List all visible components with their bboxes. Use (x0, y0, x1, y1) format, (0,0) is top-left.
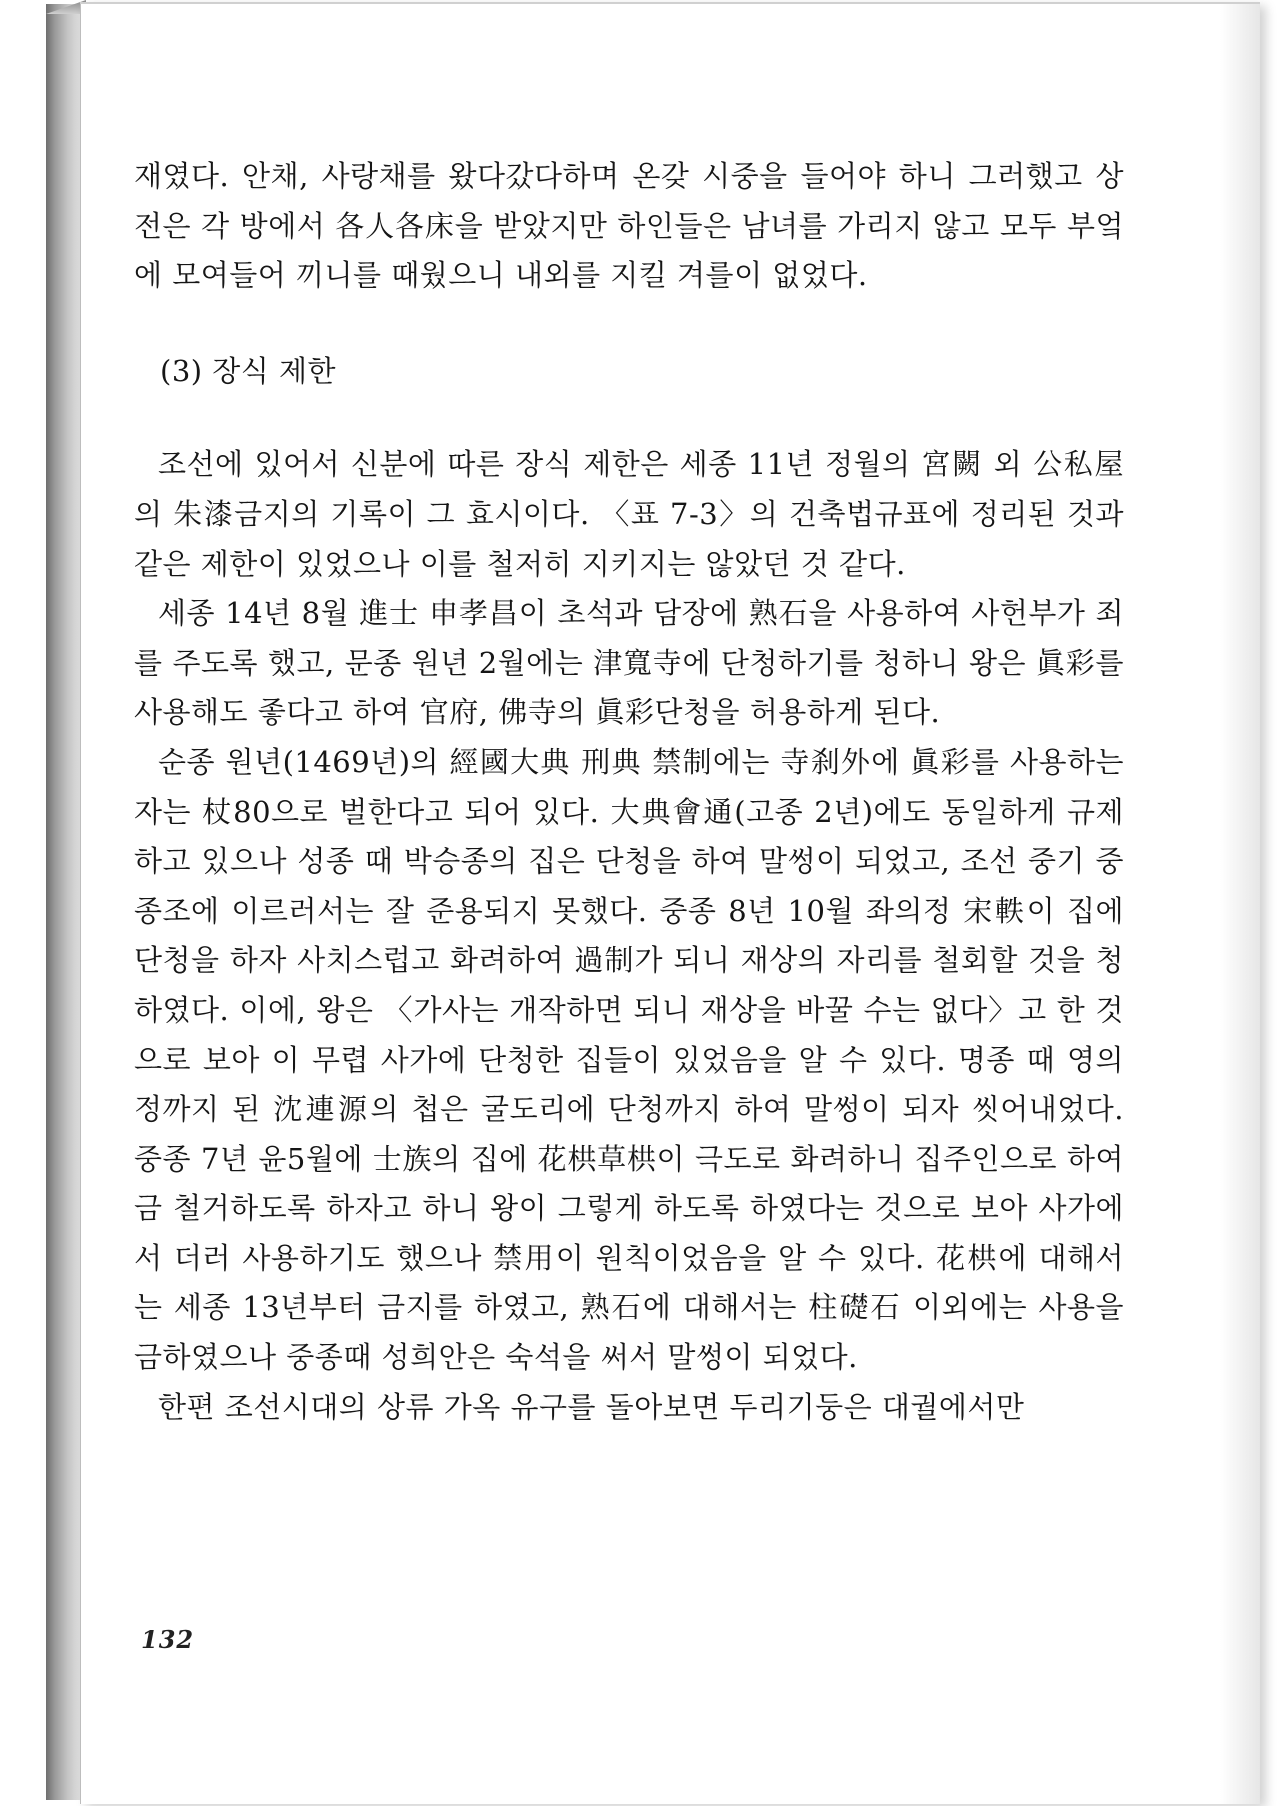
book-spine-edge (46, 4, 82, 1800)
paragraph: 조선에 있어서 신분에 따른 장식 제한은 세종 11년 정월의 宮闕 외 公私屋의 朱漆금지의 기록이 그 효시이다. 〈표 7-3〉의 건축법규표에 정리된 것과 같은 제한이 있었으나 이를 철저히 지키지는 않았던 것 같다. (134, 447, 1124, 581)
page-shading (1220, 4, 1260, 1804)
paragraph: 순종 원년(1469년)의 經國大典 刑典 禁制에는 寺刹外에 眞彩를 사용하는 자는 杖80으로 벌한다고 되어 있다. 大典會通(고종 2년)에도 동일하게 규제하고 있으나 성종 때 박승종의 집은 단청을 하여 말썽이 되었고, 조선 중기 중종조에 이르러서는 잘 준용되지 못했다. 중종 8년 10월 좌의정 宋軼이 집에 단청을 하자 사치스럽고 화려하여 過制가 되니 재상의 자리를 철회할 것을 청하였다. 이에, 왕은 〈가사는 개작하면 되니 재상을 바꿀 수는 없다〉고 한 것으로 보아 이 무렵 사가에 단청한 집들이 있었음을 알 수 있다. 명종 때 영의정까지 된 沈連源의 첩은 굴도리에 단청까지 하여 말썽이 되자 씻어내었다. 중종 7년 윤5월에 士族의 집에 花栱草栱이 극도로 화려하니 집주인으로 하여금 철거하도록 하자고 하니 왕이 그렇게 하도록 하였다는 것으로 보아 사가에서 더러 사용하기도 했으나 禁用이 원칙이었음을 알 수 있다. 花栱에 대해서는 세종 13년부터 금지를 하였고, 熟石에 대해서는 柱礎石 이외에는 사용을 금하였으나 중종때 성희안은 숙석을 써서 말썽이 되었다. (134, 744, 1124, 1375)
paragraph: 세종 14년 8월 進士 申孝昌이 초석과 담장에 熟石을 사용하여 사헌부가 죄를 주도록 했고, 문종 원년 2월에는 津寬寺에 단청하기를 청하니 왕은 眞彩를 사용해도 좋다고 하여 官府, 佛寺의 眞彩단청을 허용하게 된다. (134, 596, 1124, 730)
paragraph: 한편 조선시대의 상류 가옥 유구를 돌아보면 두리기둥은 대궐에서만 (158, 1389, 1025, 1424)
section-heading: (3) 장식 제한 (160, 353, 337, 388)
paragraph-continued: 재였다. 안채, 사랑채를 왔다갔다하며 온갖 시중을 들어야 하니 그러했고 상전은 각 방에서 各人各床을 받았지만 하인들은 남녀를 가리지 않고 모두 부엌에 모여들어 끼니를 때웠으니 내외를 지킬 겨를이 없었다. (134, 159, 1124, 293)
page-body (134, 152, 1124, 1432)
page-number: 132 (141, 1625, 195, 1654)
